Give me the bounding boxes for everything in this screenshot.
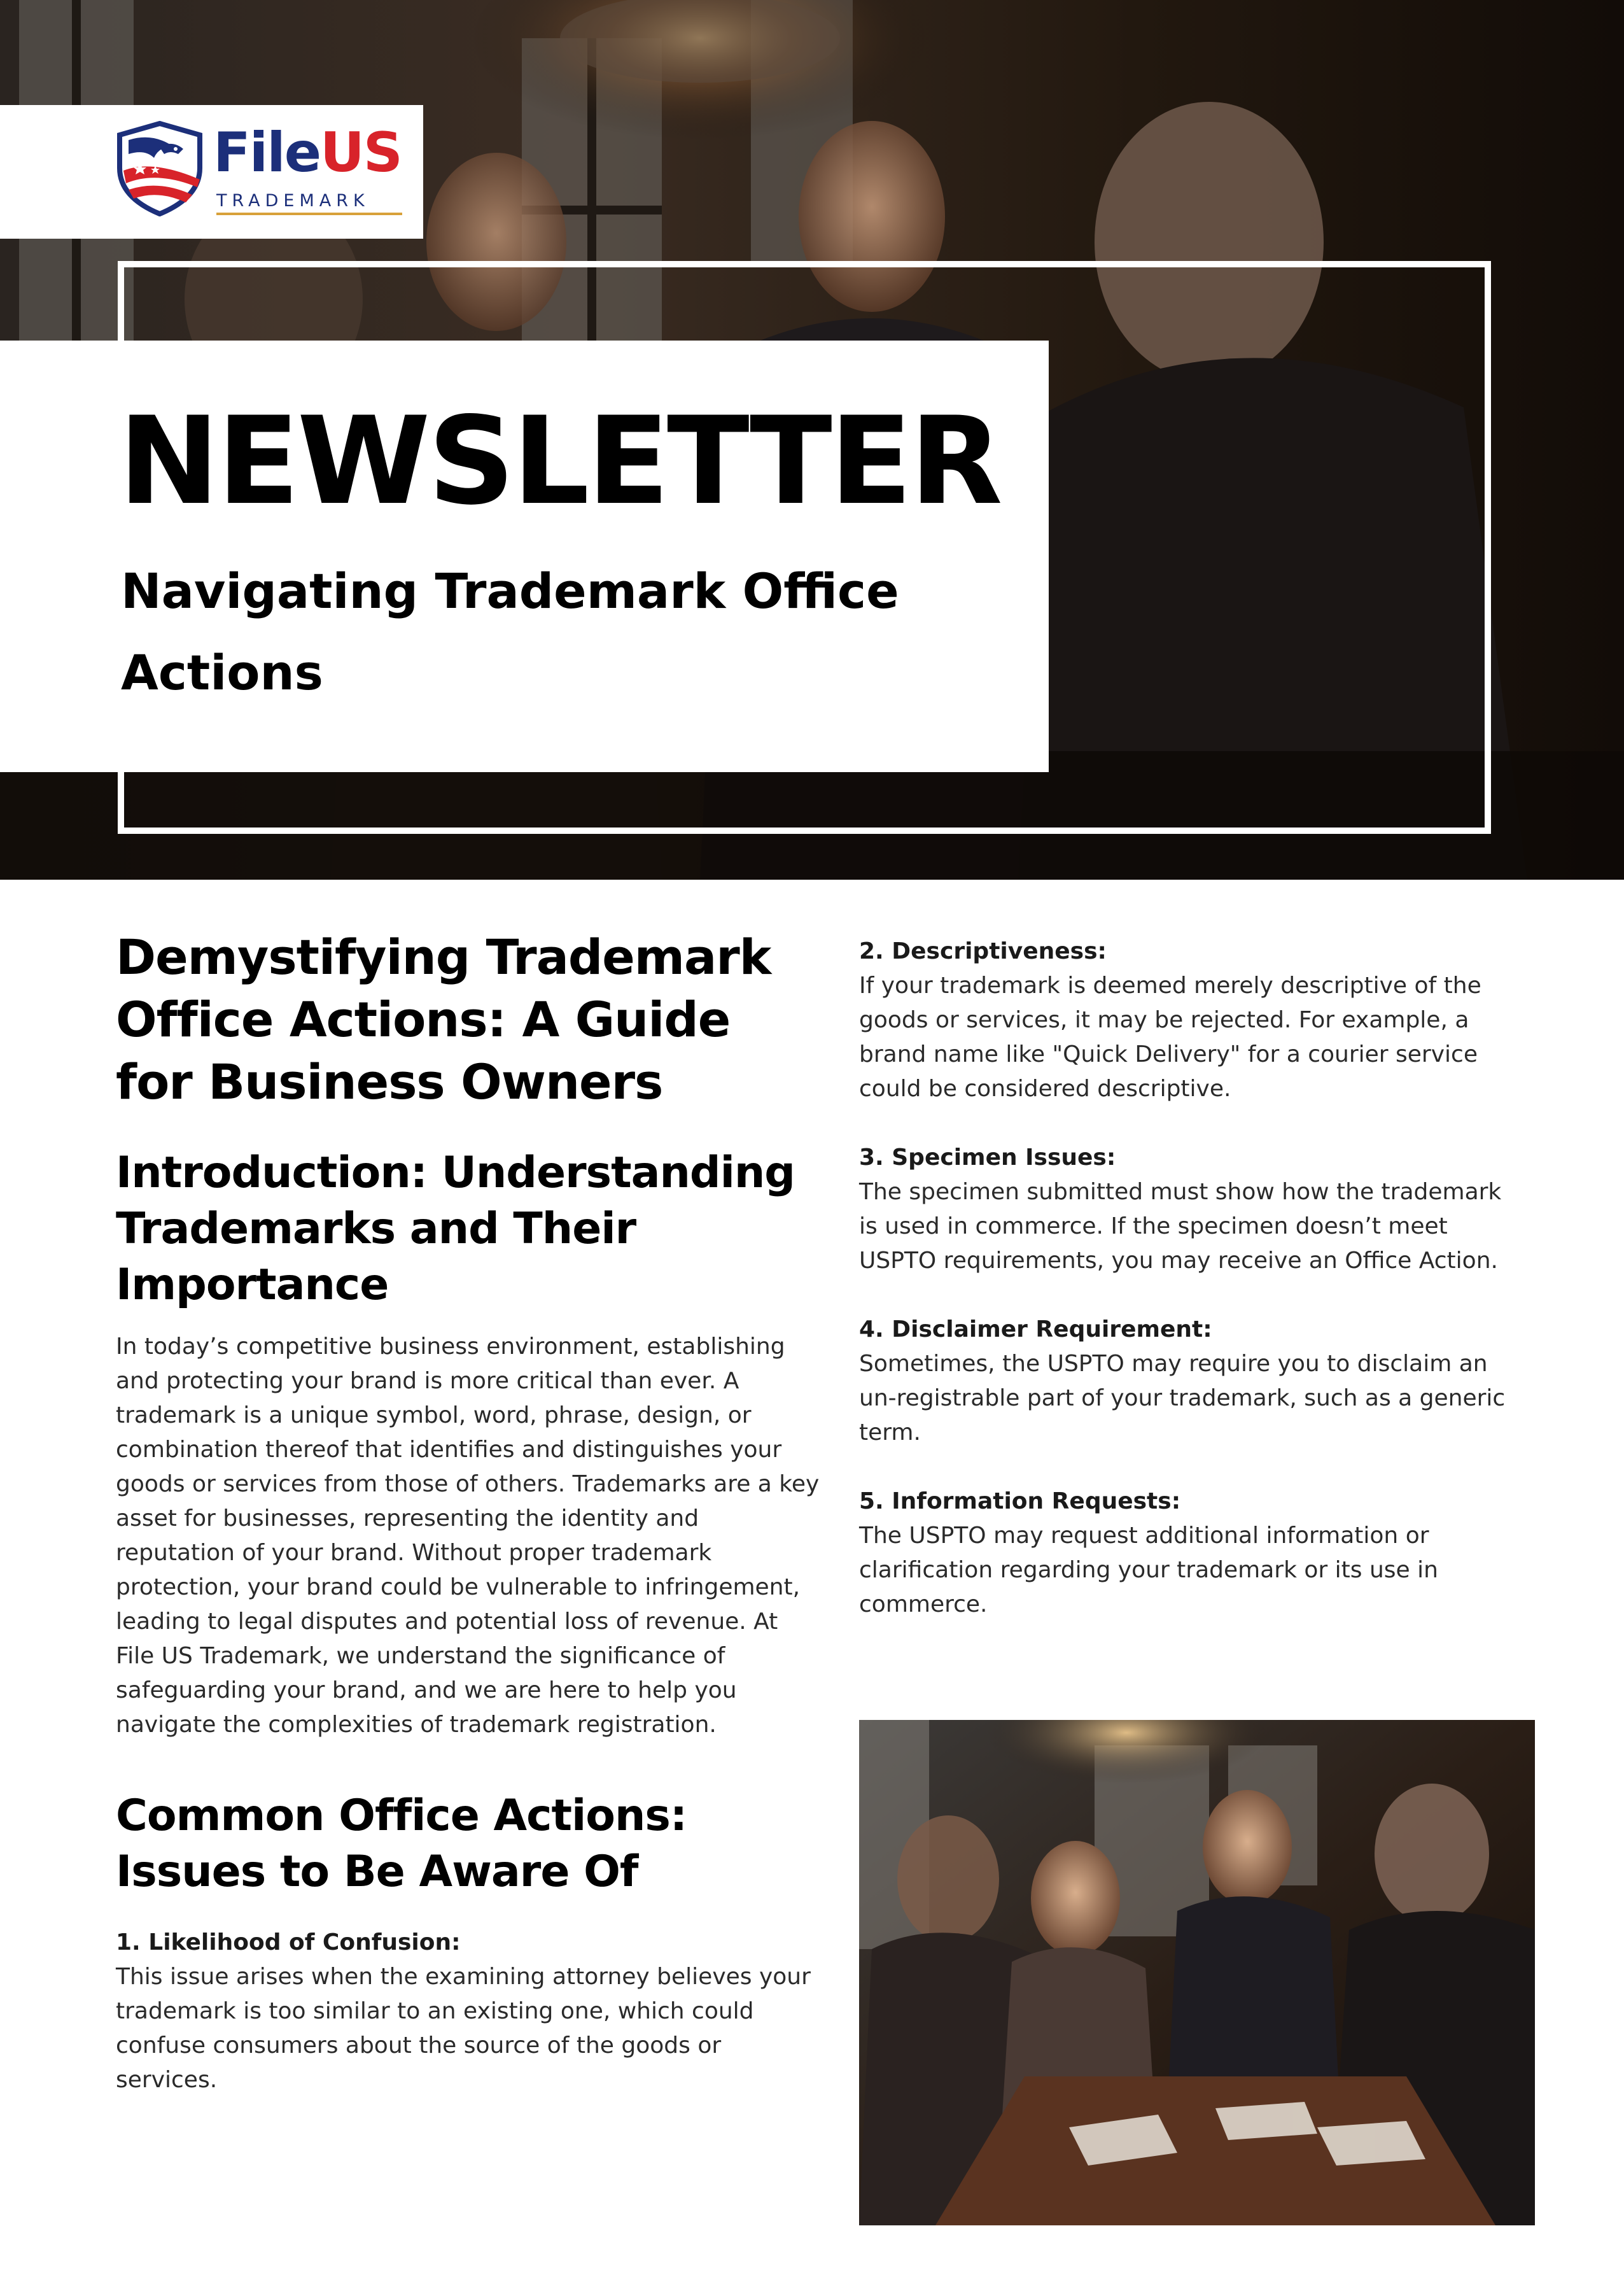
newsletter-title: NEWSLETTER: [118, 391, 1000, 532]
office-action-item: [859, 1484, 1508, 1622]
logo-file: File: [213, 121, 321, 185]
office-action-text: Sometimes, the USPTO may require you to disclaim an un-registrable part of your trademark, such as a generic term.: [859, 1351, 1506, 1446]
intro-body: In today’s competitive business environment, establishing and protecting your brand is more critical than ever. A trademark is a unique symbol, word, phrase, design, or combination thereof that identifies and distinguishes your goods or services from those of others. Trademarks are a key asset for businesses, representing the identity and reputation of your brand. Without proper trademark protection, your brand could be vulnerable to infringement, leading to legal disputes and potential loss of revenue. At File US Trademark, we understand the significance of safeguarding your brand, and we are here to help you navigate the complexities of trademark registration.: [116, 1334, 820, 1738]
intro-heading: Introduction: Understanding Trademarks and Their Importance: [116, 1148, 795, 1310]
logo-wordmark: [213, 121, 402, 185]
office-action-item: [859, 1141, 1508, 1278]
article-heading: Demystifying Trademark Office Actions: A Guide for Business Owners: [116, 929, 771, 1110]
left-column: [116, 926, 822, 2132]
meeting-photo-small: [859, 1720, 1535, 2225]
office-action-item: [859, 934, 1508, 1106]
office-action-title: 1. Likelihood of Confusion:: [116, 1929, 461, 1955]
logo-tagline: TRADEMARK: [216, 191, 370, 211]
office-action-title: 5. Information Requests:: [859, 1488, 1181, 1514]
meeting-photo-svg: [859, 1720, 1535, 2225]
office-action-text: The USPTO may request additional information or clarification regarding your trademark or its use in commerce.: [859, 1523, 1438, 1617]
right-column: [859, 934, 1508, 1656]
office-action-text: If your trademark is deemed merely descriptive of the goods or services, it may be rejected. For example, a brand name like "Quick Delivery" for a courier service could be considered descriptive.: [859, 973, 1481, 1102]
office-action-text: This issue arises when the examining attorney believes your trademark is too similar to an existing one, which could confuse consumers about the source of the goods or services.: [116, 1964, 811, 2093]
logo-us: US: [320, 121, 402, 185]
office-action-item: [859, 1313, 1508, 1450]
office-action-title: 3. Specimen Issues:: [859, 1145, 1116, 1171]
office-action-title: 2. Descriptiveness:: [859, 938, 1107, 964]
logo-underline: [216, 213, 402, 215]
office-action-title: 4. Disclaimer Requirement:: [859, 1316, 1212, 1342]
office-action-text: The specimen submitted must show how the trademark is used in commerce. If the specimen doesn’t meet USPTO requirements, you may receive an Office Action.: [859, 1179, 1502, 1274]
newsletter-subtitle: Navigating Trademark Office Actions: [121, 563, 899, 701]
eagle-shield-icon: [115, 121, 205, 216]
common-actions-heading: Common Office Actions: Issues to Be Aware Of: [116, 1791, 687, 1897]
office-action-item: [116, 1926, 822, 2097]
